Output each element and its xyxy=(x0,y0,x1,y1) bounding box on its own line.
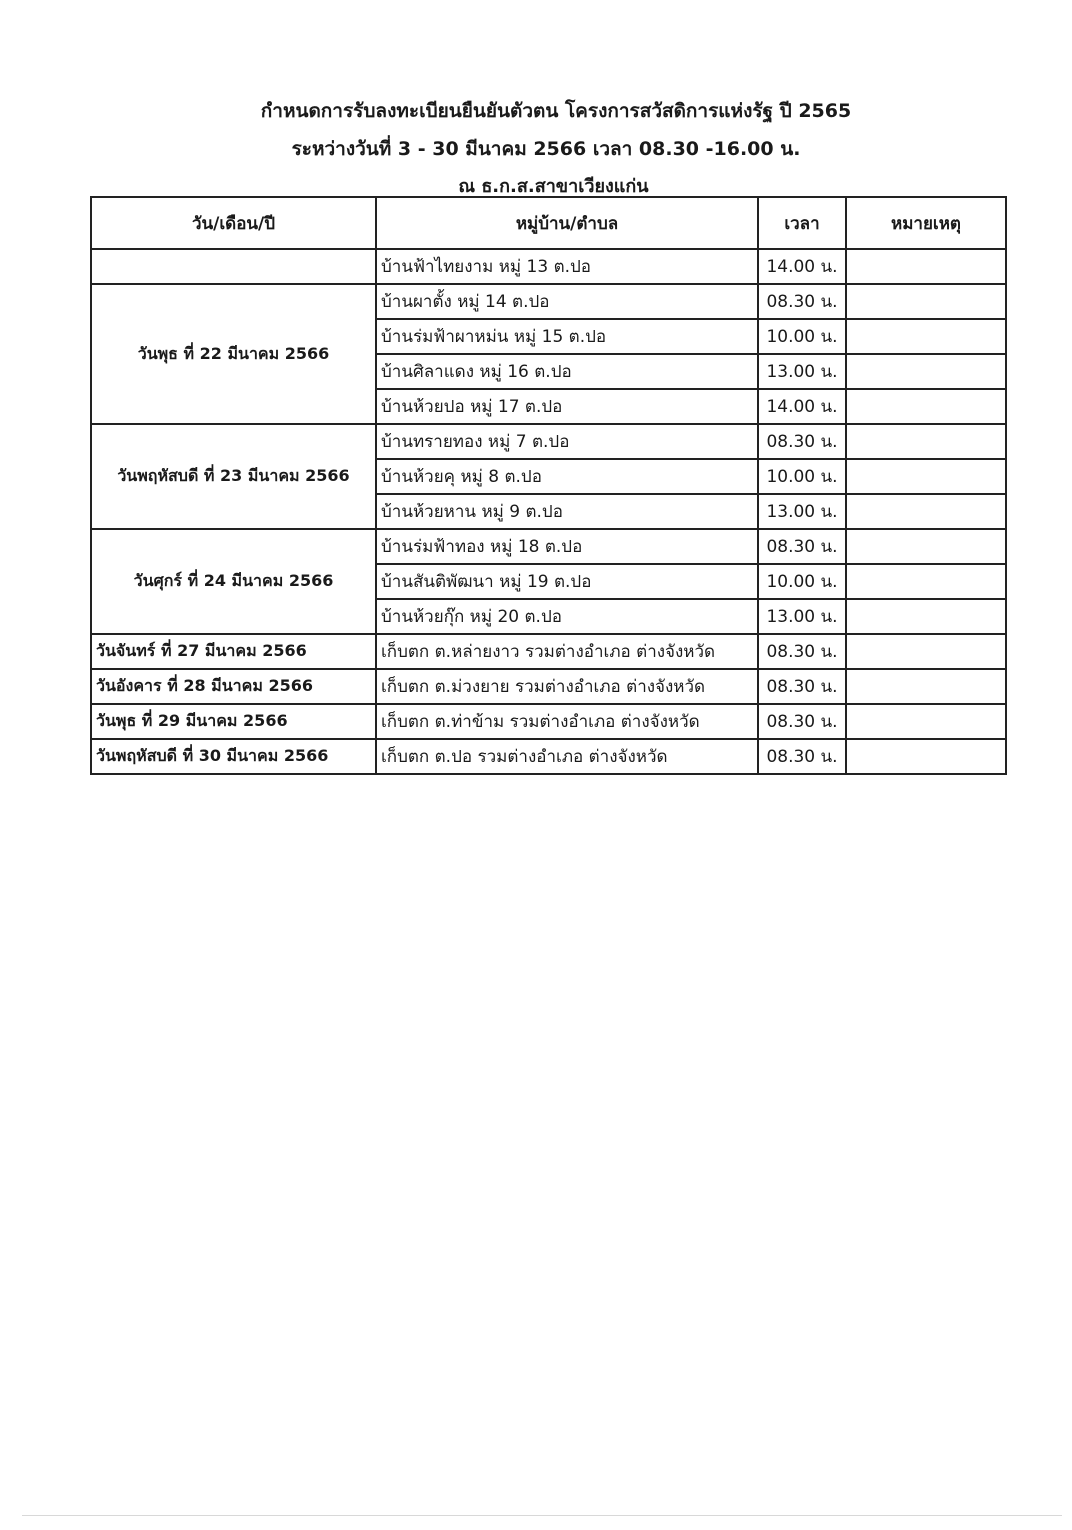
time-cell: 08.30 น. xyxy=(758,704,846,739)
table-row xyxy=(91,669,1006,704)
document-date-range: ระหว่างวันที่ 3 - 30 มีนาคม 2566 เวลา 08.30 -16.00 น. xyxy=(291,138,801,160)
header-date: วัน/เดือน/ปี xyxy=(91,197,376,249)
document-header xyxy=(0,92,1072,206)
date-cell: วันจันทร์ ที่ 27 มีนาคม 2566 xyxy=(91,634,376,669)
time-cell: 08.30 น. xyxy=(758,669,846,704)
village-cell: เก็บตก ต.ม่วงยาย รวมต่างอำเภอ ต่างจังหวัด xyxy=(376,669,758,704)
time-cell: 08.30 น. xyxy=(758,634,846,669)
time-cell: 13.00 น. xyxy=(758,599,846,634)
table-row xyxy=(91,529,1006,564)
date-cell: วันอังคาร ที่ 28 มีนาคม 2566 xyxy=(91,669,376,704)
schedule-body xyxy=(91,249,1006,774)
village-cell: เก็บตก ต.ท่าข้าม รวมต่างอำเภอ ต่างจังหวัด xyxy=(376,704,758,739)
scan-edge-line xyxy=(22,1515,1062,1516)
date-cell: วันพุธ ที่ 29 มีนาคม 2566 xyxy=(91,704,376,739)
note-cell xyxy=(846,634,1006,669)
date-cell: วันพฤหัสบดี ที่ 23 มีนาคม 2566 xyxy=(91,424,376,529)
date-cell: วันพฤหัสบดี ที่ 30 มีนาคม 2566 xyxy=(91,739,376,774)
village-cell: บ้านห้วยปอ หมู่ 17 ต.ปอ xyxy=(376,389,758,424)
time-cell: 14.00 น. xyxy=(758,389,846,424)
time-cell: 08.30 น. xyxy=(758,424,846,459)
note-cell xyxy=(846,284,1006,319)
village-cell: บ้านร่มฟ้าผาหม่น หมู่ 15 ต.ปอ xyxy=(376,319,758,354)
note-cell xyxy=(846,249,1006,284)
time-cell: 08.30 น. xyxy=(758,529,846,564)
village-cell: บ้านห้วยหาน หมู่ 9 ต.ปอ xyxy=(376,494,758,529)
schedule-table xyxy=(90,196,1007,775)
village-cell: บ้านสันติพัฒนา หมู่ 19 ต.ปอ xyxy=(376,564,758,599)
time-cell: 10.00 น. xyxy=(758,319,846,354)
time-cell: 10.00 น. xyxy=(758,564,846,599)
village-cell: บ้านห้วยกุ๊ก หมู่ 20 ต.ปอ xyxy=(376,599,758,634)
note-cell xyxy=(846,354,1006,389)
village-cell: บ้านทรายทอง หมู่ 7 ต.ปอ xyxy=(376,424,758,459)
note-cell xyxy=(846,704,1006,739)
document-location: ณ ธ.ก.ส.สาขาเวียงแก่น xyxy=(458,176,649,197)
note-cell xyxy=(846,424,1006,459)
table-row xyxy=(91,424,1006,459)
village-cell: บ้านศิลาแดง หมู่ 16 ต.ปอ xyxy=(376,354,758,389)
header-note: หมายเหตุ xyxy=(846,197,1006,249)
header-time: เวลา xyxy=(758,197,846,249)
table-row xyxy=(91,739,1006,774)
village-cell: บ้านฟ้าไทยงาม หมู่ 13 ต.ปอ xyxy=(376,249,758,284)
document-title: กำหนดการรับลงทะเบียนยืนยันตัวตน โครงการสวัสดิการแห่งรัฐ ปี 2565 xyxy=(260,100,852,122)
village-cell: บ้านห้วยคุ หมู่ 8 ต.ปอ xyxy=(376,459,758,494)
table-row xyxy=(91,284,1006,319)
note-cell xyxy=(846,319,1006,354)
table-row xyxy=(91,634,1006,669)
table-row xyxy=(91,249,1006,284)
time-cell: 13.00 น. xyxy=(758,494,846,529)
note-cell xyxy=(846,669,1006,704)
note-cell xyxy=(846,459,1006,494)
time-cell: 10.00 น. xyxy=(758,459,846,494)
note-cell xyxy=(846,564,1006,599)
note-cell xyxy=(846,389,1006,424)
time-cell: 08.30 น. xyxy=(758,284,846,319)
village-cell: เก็บตก ต.ปอ รวมต่างอำเภอ ต่างจังหวัด xyxy=(376,739,758,774)
note-cell xyxy=(846,739,1006,774)
header-village: หมู่บ้าน/ตำบล xyxy=(376,197,758,249)
note-cell xyxy=(846,494,1006,529)
time-cell: 13.00 น. xyxy=(758,354,846,389)
table-row xyxy=(91,704,1006,739)
date-cell xyxy=(91,249,376,284)
time-cell: 14.00 น. xyxy=(758,249,846,284)
village-cell: บ้านร่มฟ้าทอง หมู่ 18 ต.ปอ xyxy=(376,529,758,564)
note-cell xyxy=(846,529,1006,564)
note-cell xyxy=(846,599,1006,634)
date-cell: วันพุธ ที่ 22 มีนาคม 2566 xyxy=(91,284,376,424)
date-cell: วันศุกร์ ที่ 24 มีนาคม 2566 xyxy=(91,529,376,634)
village-cell: บ้านผาตั้ง หมู่ 14 ต.ปอ xyxy=(376,284,758,319)
time-cell: 08.30 น. xyxy=(758,739,846,774)
village-cell: เก็บตก ต.หล่ายงาว รวมต่างอำเภอ ต่างจังหวัด xyxy=(376,634,758,669)
table-header-row xyxy=(91,197,1006,249)
